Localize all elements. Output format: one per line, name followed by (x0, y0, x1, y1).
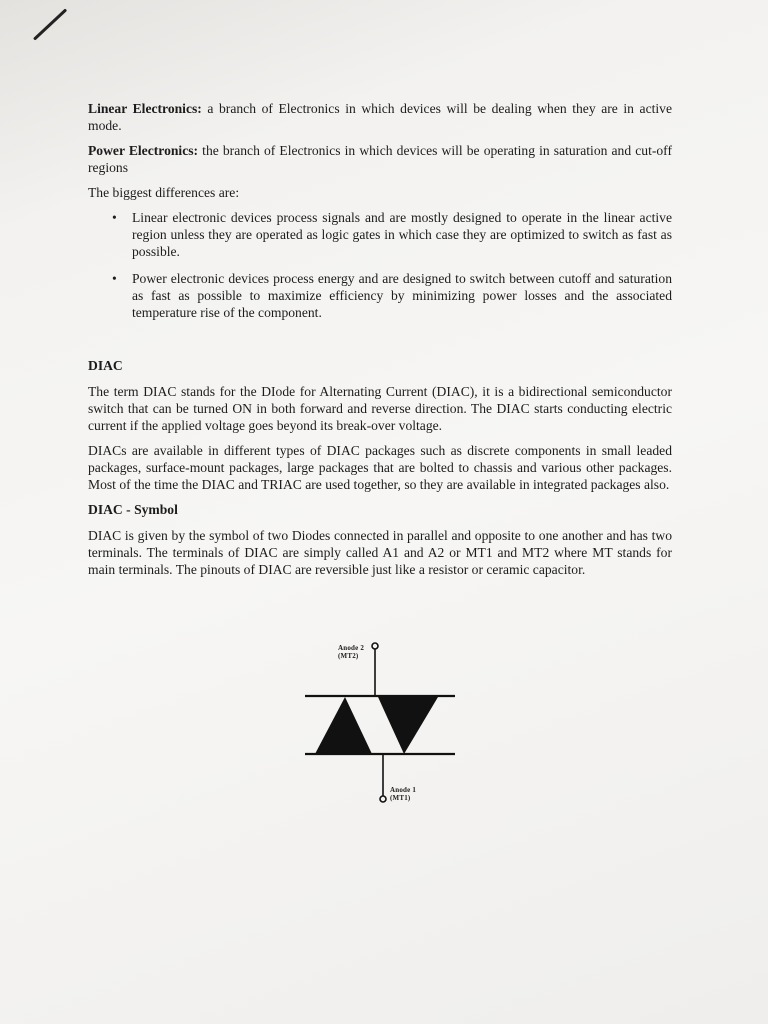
diac-symbol-icon (300, 636, 470, 826)
diac-paragraph-2: DIACs are available in different types of DIAC packages such as discrete components in small leaded packages, surface-mount packages, large packages that are bolted to chassis and various other packages. Most of the time the DIAC and TRIAC are used together, so they are available in integrated packages also. (88, 443, 672, 492)
definition-linear-text: a branch of Electronics in which devices will be dealing when they are in active mode. (88, 101, 672, 133)
label-anode-2-name: Anode 2 (338, 644, 365, 652)
term-linear: Linear Electronics: (88, 101, 202, 116)
term-power: Power Electronics: (88, 143, 199, 158)
differences-list (88, 209, 672, 321)
difference-item: • Linear electronic devices process signals and are mostly designed to operate in the linear active region unless they are operated as logic gates in which case they are optimized to switch as fast as possible. (132, 209, 672, 260)
definition-linear (88, 100, 672, 134)
label-anode-1-name: Anode 1 (390, 786, 417, 794)
diode-right-icon (378, 697, 438, 754)
diac-symbol-diagram (300, 636, 470, 826)
differences-intro: The biggest differences are: (88, 185, 240, 200)
diac-heading: DIAC (88, 358, 123, 373)
label-anode-1-alt: (MT1) (390, 794, 411, 802)
definition-power (88, 142, 672, 176)
terminal-a1-icon (380, 796, 386, 802)
diode-left-icon (315, 697, 372, 754)
label-anode-2 (338, 644, 364, 660)
terminal-a2-icon (372, 643, 378, 649)
label-anode-2-alt: (MT2) (338, 652, 359, 660)
difference-item: • Power electronic devices process energy and are designed to switch between cutoff and saturation as fast as possible to maximize efficiency by minimizing power losses and the associated temperature rise of the component. (132, 270, 672, 321)
symbol-paragraph: DIAC is given by the symbol of two Diodes connected in parallel and opposite to one another and has two terminals. The terminals of DIAC are simply called A1 and A2 or MT1 and MT2 where MT stands for main terminals. The pinouts of DIAC are reversible just like a resistor or ceramic capacitor. (88, 528, 672, 577)
label-anode-1 (390, 786, 416, 802)
pen-mark (33, 8, 67, 40)
symbol-heading: DIAC - Symbol (88, 502, 178, 517)
definition-power-text: the branch of Electronics in which devices will be operating in saturation and cut-off regions (88, 143, 672, 175)
document-body (88, 100, 672, 586)
diac-paragraph-1: The term DIAC stands for the DIode for Alternating Current (DIAC), it is a bidirectional semiconductor switch that can be turned ON in both forward and reverse direction. The DIAC starts conducting electric current if the applied voltage goes beyond its break-over voltage. (88, 384, 672, 433)
